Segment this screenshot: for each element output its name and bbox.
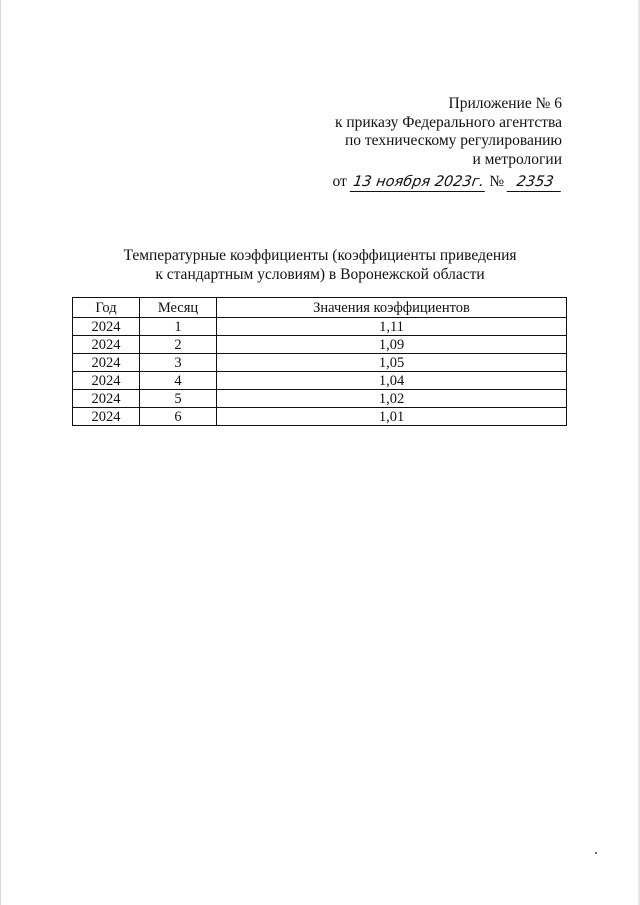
order-number-sign: № [489, 173, 505, 190]
cell-month: 5 [140, 390, 217, 408]
cell-month: 3 [140, 354, 217, 372]
order-date-prefix: от [332, 173, 347, 190]
cell-month: 1 [140, 318, 217, 336]
cell-year: 2024 [73, 372, 140, 390]
document-title-line-1: Температурные коэффициенты (коэффициенты приведения [123, 247, 517, 264]
order-date-handwritten: 13 ноября 2023г. [349, 174, 486, 192]
cell-month: 4 [140, 372, 217, 390]
table-row [73, 336, 567, 354]
scan-speck [595, 852, 597, 854]
table-row [73, 372, 567, 390]
cell-year: 2024 [73, 390, 140, 408]
cell-coefficient: 1,04 [217, 372, 567, 390]
appendix-header [333, 95, 563, 192]
cell-coefficient: 1,09 [217, 336, 567, 354]
appendix-label: Приложение № 6 [448, 95, 562, 112]
column-header-year: Год [73, 298, 140, 318]
order-number-handwritten: 2353 [507, 174, 564, 192]
table-header-row [73, 298, 567, 318]
coefficients-table [72, 297, 567, 426]
document-title-line-2: к стандартным условиям) в Воронежской области [155, 266, 485, 283]
column-header-month: Месяц [140, 298, 217, 318]
order-reference-line-3: и метрологии [472, 150, 562, 168]
page-edge-left [0, 0, 1, 905]
cell-year: 2024 [73, 408, 140, 426]
cell-coefficient: 1,05 [217, 354, 567, 372]
order-date-number-line [333, 173, 563, 192]
table-row [73, 390, 567, 408]
cell-month: 6 [140, 408, 217, 426]
order-reference-line-1: к приказу Федерального агентства [334, 113, 562, 131]
table-row [73, 318, 567, 336]
cell-year: 2024 [73, 318, 140, 336]
cell-coefficient: 1,01 [217, 408, 567, 426]
cell-coefficient: 1,11 [217, 318, 567, 336]
column-header-coefficient: Значения коэффициентов [217, 298, 567, 318]
cell-year: 2024 [73, 354, 140, 372]
cell-coefficient: 1,02 [217, 390, 567, 408]
order-reference-line-2: по техническому регулированию [344, 132, 562, 149]
cell-month: 2 [140, 336, 217, 354]
table-row [73, 354, 567, 372]
document-title [70, 246, 570, 284]
cell-year: 2024 [73, 336, 140, 354]
table-row [73, 408, 567, 426]
